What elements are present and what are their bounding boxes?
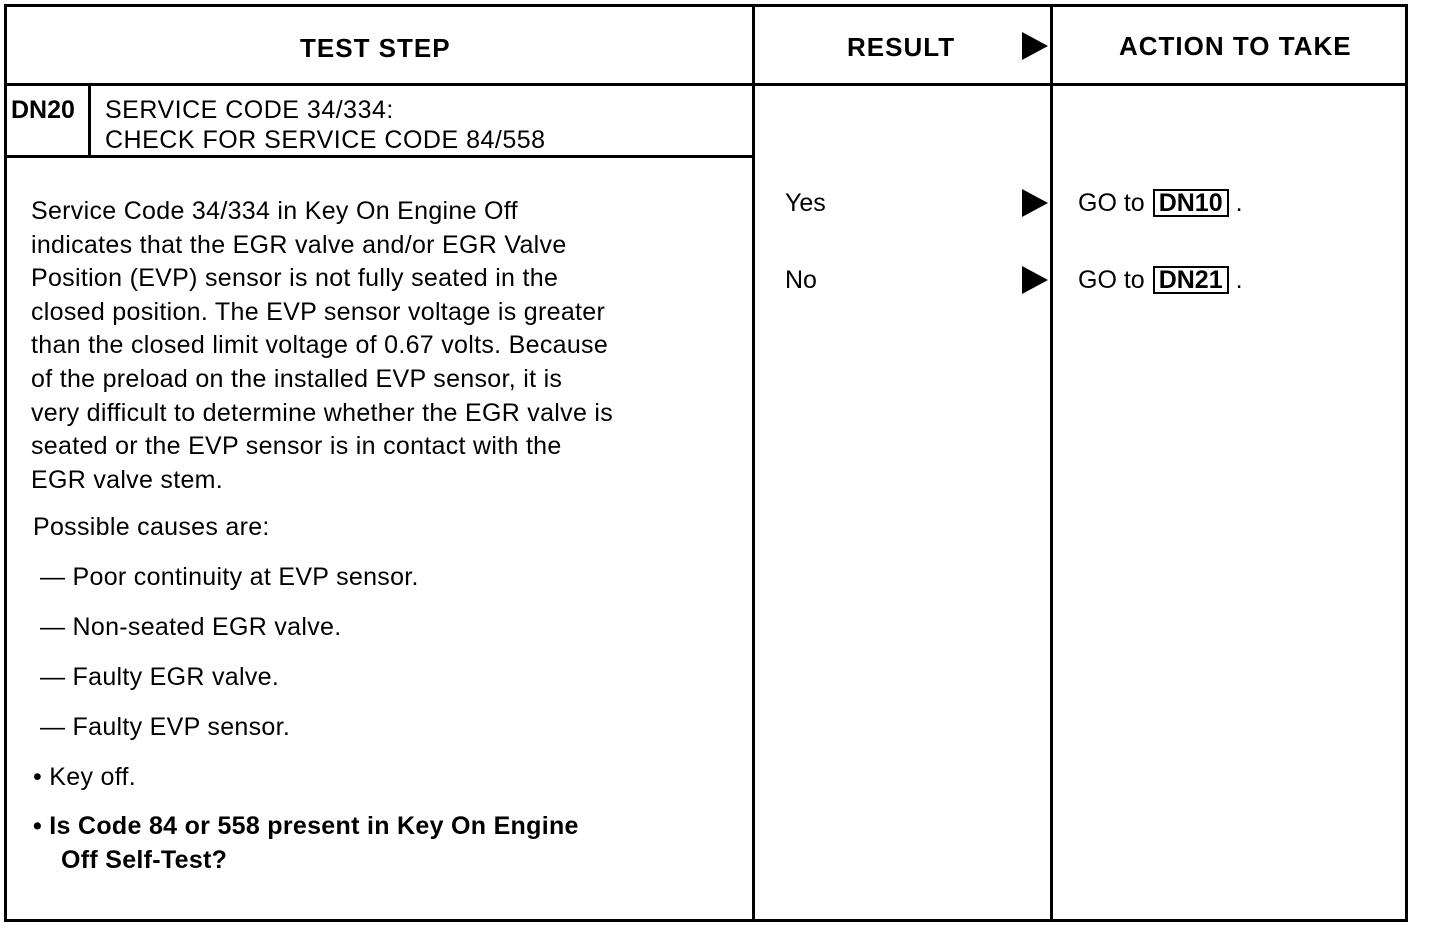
question-line-2: Off Self-Test? (61, 846, 228, 874)
action-suffix: . (1235, 266, 1243, 294)
result-no-arrow-icon (1022, 266, 1048, 294)
header-test-step: TEST STEP (300, 33, 451, 63)
description-line: than the closed limit voltage of 0.67 volts. Because (31, 331, 609, 360)
description-line: seated or the EVP sensor is in contact with the (31, 432, 562, 461)
description-line: Service Code 34/334 in Key On Engine Off (31, 197, 518, 225)
description-line: EGR valve stem. (31, 465, 224, 494)
description (31, 195, 731, 497)
action-no (1078, 266, 1243, 295)
description-line: closed position. The EVP sensor voltage is greater (31, 297, 606, 326)
result-yes-arrow-icon (1022, 189, 1048, 217)
action-yes (1078, 189, 1243, 218)
header-divider (4, 83, 1408, 86)
cause-item: — Non-seated EGR valve. (40, 613, 342, 641)
step-title-divider (4, 155, 755, 158)
action-prefix: GO to (1078, 266, 1145, 294)
column-divider-action (1050, 4, 1053, 922)
question-line-1: • Is Code 84 or 558 present in Key On Engine (33, 812, 579, 840)
cause-item: — Poor continuity at EVP sensor. (40, 563, 419, 591)
description-line: very difficult to determine whether the EGR valve is (31, 398, 614, 427)
result-yes: Yes (785, 189, 826, 217)
step-id: DN20 (11, 96, 75, 124)
step-title-line-1: SERVICE CODE 34/334: (105, 96, 394, 124)
action-prefix: GO to (1078, 189, 1145, 217)
result-no: No (785, 266, 817, 294)
description-line: of the preload on the installed EVP sensor, it is (31, 364, 563, 393)
instruction-key-off: • Key off. (33, 763, 137, 791)
goto-step-link[interactable]: DN10 (1153, 189, 1229, 217)
header-result: RESULT (847, 32, 956, 62)
cause-item: — Faulty EVP sensor. (40, 713, 291, 741)
column-divider-result (752, 4, 755, 922)
step-id-divider (88, 86, 91, 158)
result-arrow-icon (1022, 32, 1048, 60)
goto-step-link[interactable]: DN21 (1153, 266, 1229, 294)
description-line: indicates that the EGR valve and/or EGR Valve (31, 230, 567, 259)
step-title (105, 95, 546, 155)
causes-intro: Possible causes are: (33, 513, 270, 541)
header-action: ACTION TO TAKE (1119, 31, 1352, 61)
step-title-line-2: CHECK FOR SERVICE CODE 84/558 (105, 126, 546, 154)
cause-item: — Faulty EGR valve. (40, 663, 280, 691)
description-line: Position (EVP) sensor is not fully seated in the (31, 264, 559, 293)
action-suffix: . (1235, 189, 1243, 217)
